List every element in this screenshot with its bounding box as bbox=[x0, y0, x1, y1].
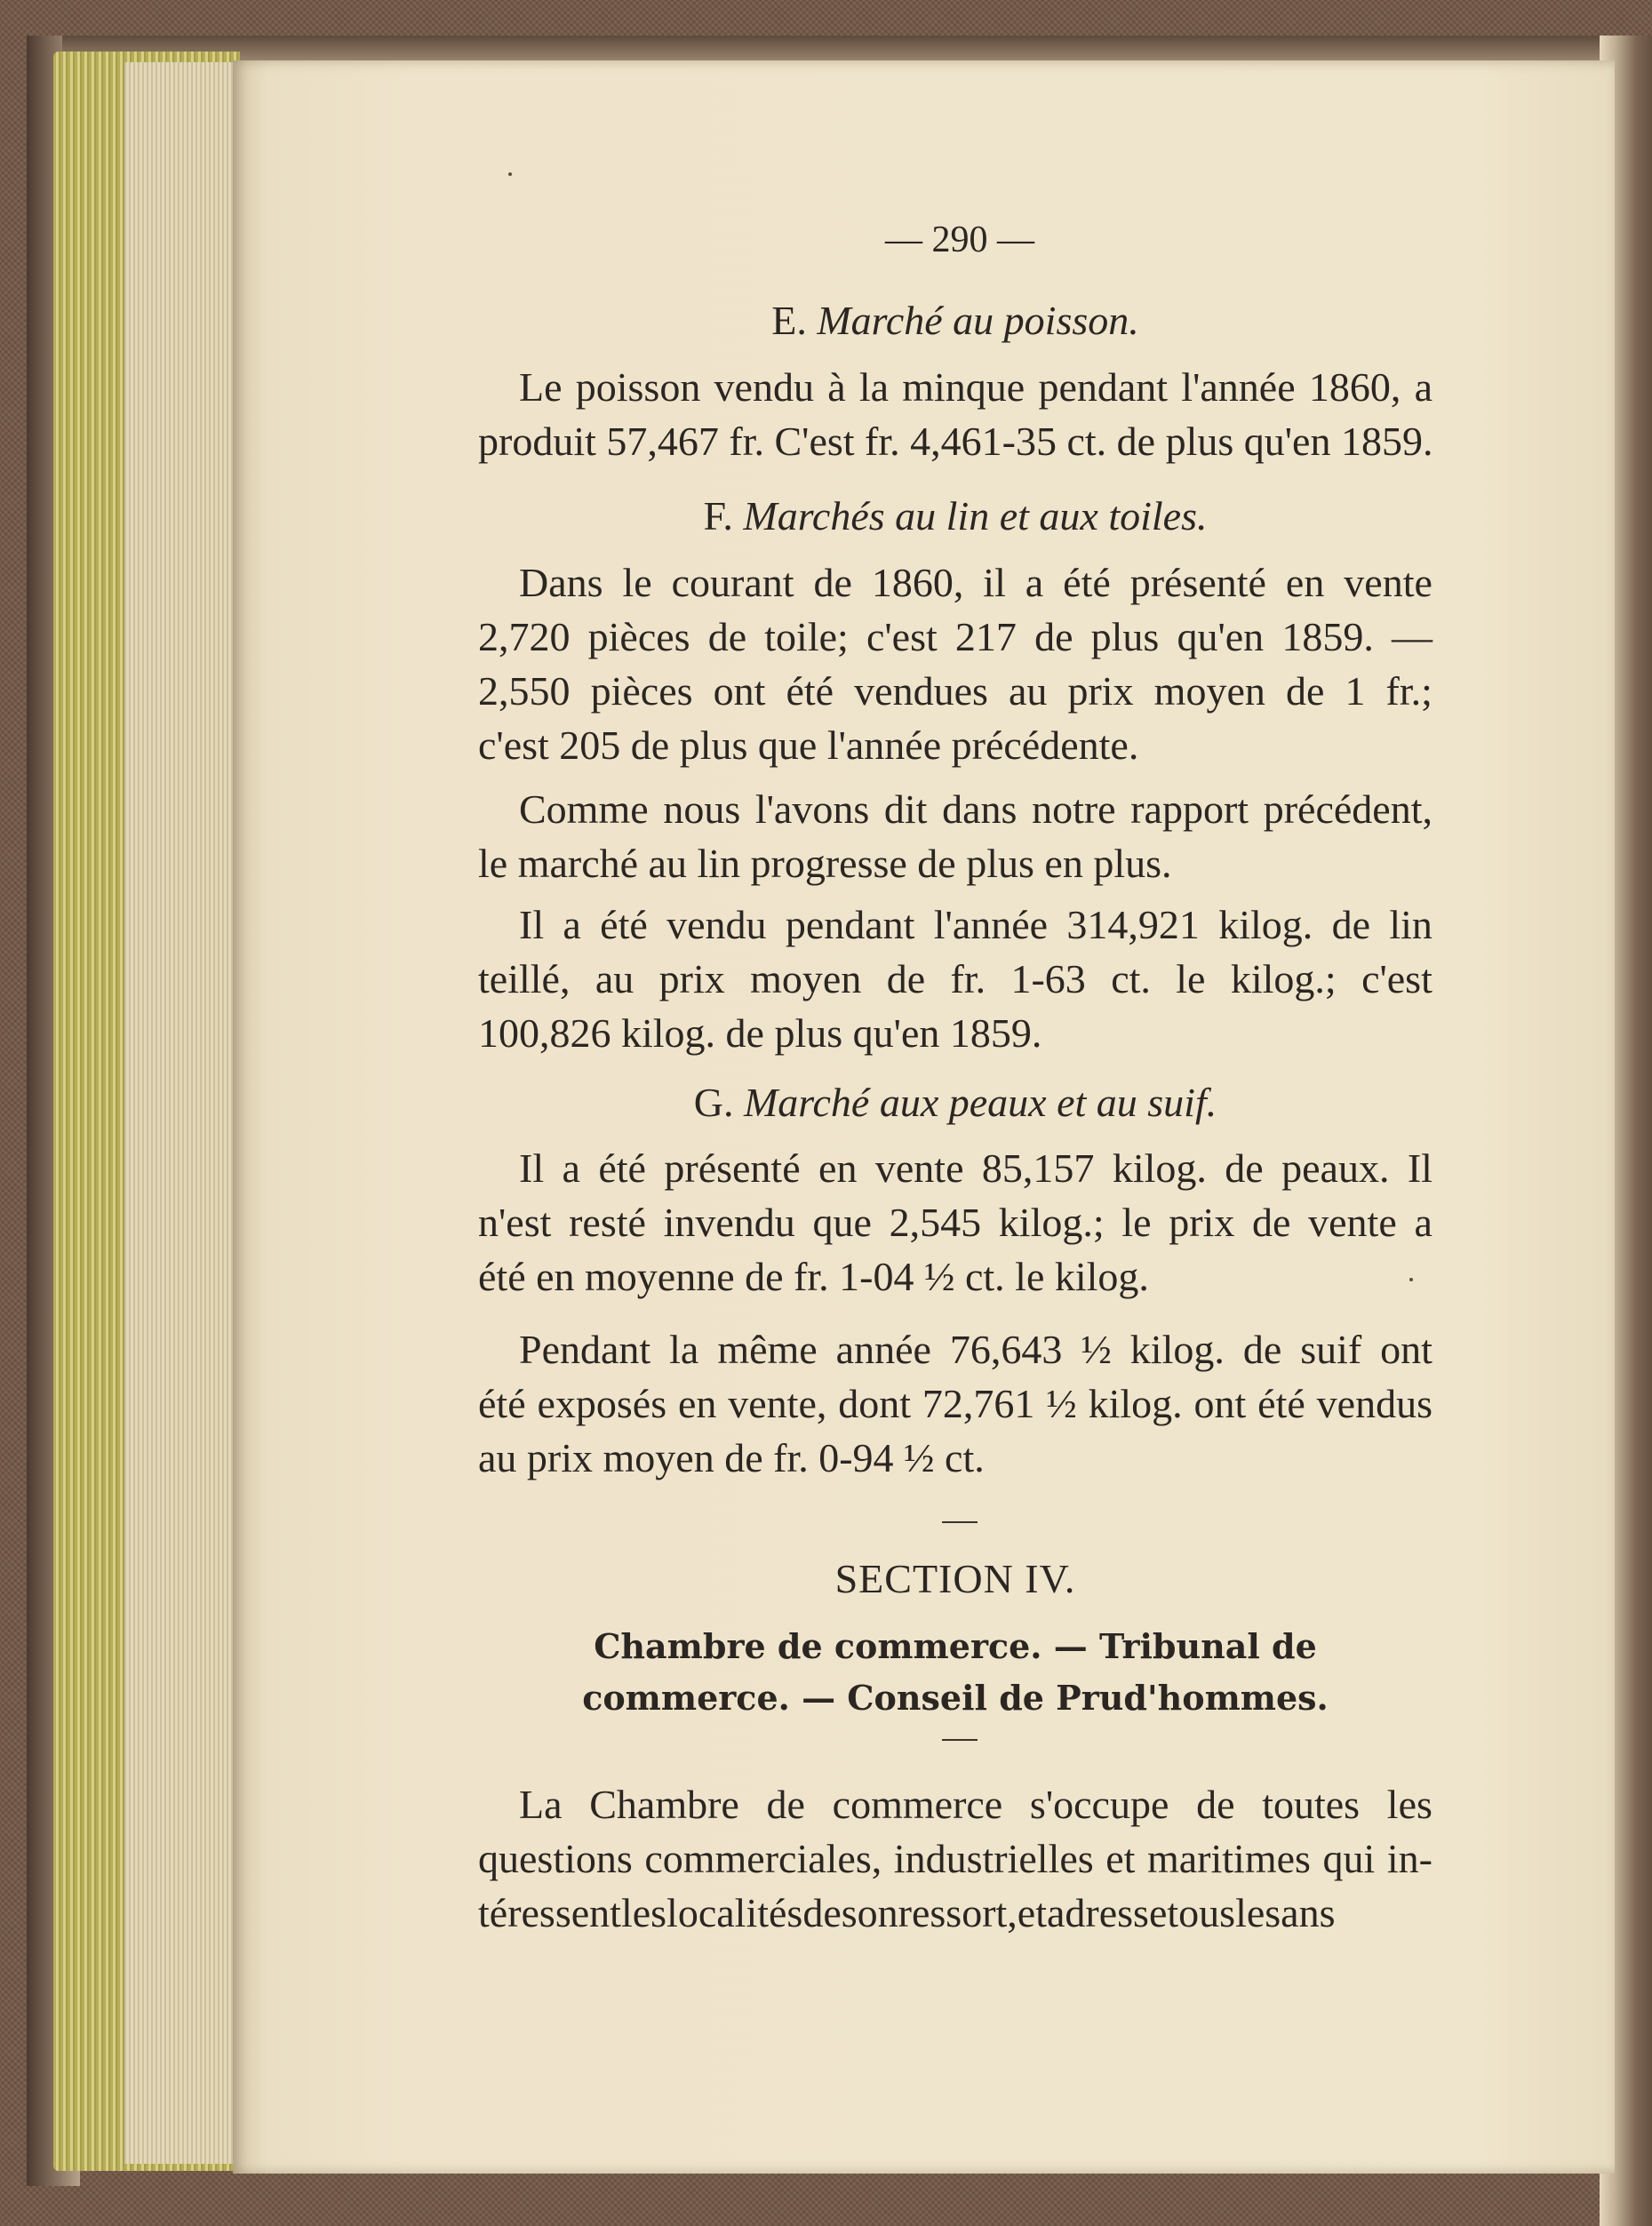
text-line bbox=[478, 555, 1433, 610]
word: c'est bbox=[1361, 956, 1433, 1001]
word: présenté bbox=[664, 1145, 801, 1191]
word: moyen bbox=[750, 956, 862, 1001]
word: commerce bbox=[832, 1782, 1003, 1827]
word: vente bbox=[874, 1145, 964, 1191]
word: prix bbox=[1067, 668, 1134, 714]
word: pièces bbox=[590, 668, 693, 714]
word: que bbox=[812, 1200, 872, 1245]
word: 85,157 bbox=[981, 1145, 1095, 1191]
word: 1859. bbox=[1281, 614, 1374, 659]
word: invendu bbox=[663, 1200, 795, 1245]
word: 314,921 bbox=[1066, 902, 1200, 947]
section-title: SECTION IV. bbox=[834, 1556, 1076, 1601]
word: de bbox=[1225, 1145, 1264, 1191]
word: ressort, bbox=[898, 1890, 1018, 1935]
word: été bbox=[600, 902, 648, 947]
word: été en moyenne de fr. 1-04 ½ ct. le kilog. bbox=[478, 1254, 1149, 1299]
word: dit bbox=[883, 786, 928, 832]
word: a bbox=[563, 902, 581, 947]
word: maritimes bbox=[1146, 1836, 1311, 1881]
word: les bbox=[620, 1890, 667, 1935]
word: rapport bbox=[1130, 786, 1249, 832]
text-line bbox=[478, 360, 1433, 414]
paper-speck bbox=[508, 172, 512, 176]
word: 2,545 bbox=[889, 1200, 982, 1245]
word: a bbox=[1414, 1200, 1433, 1245]
word: teillé, bbox=[478, 956, 571, 1001]
word: a bbox=[562, 1145, 580, 1191]
word: pendant bbox=[785, 902, 915, 947]
word: même bbox=[717, 1327, 818, 1372]
word: kilog.; bbox=[1230, 956, 1337, 1001]
text-line bbox=[478, 1831, 1433, 1886]
word: kilog. bbox=[1112, 1145, 1207, 1191]
word: il bbox=[983, 560, 1006, 605]
word: le marché au lin progresse de plus en plus. bbox=[478, 841, 1172, 886]
word: moyen bbox=[1153, 668, 1265, 714]
word: fr. bbox=[950, 956, 986, 1001]
word: au bbox=[1008, 668, 1048, 714]
word: l'avons bbox=[754, 786, 870, 832]
paragraph bbox=[478, 360, 1433, 468]
word: en bbox=[677, 1381, 717, 1426]
word: lin bbox=[1389, 902, 1433, 947]
text-line bbox=[478, 952, 1433, 1006]
paragraph bbox=[478, 782, 1433, 890]
word: de bbox=[766, 1782, 805, 1827]
word: toile; bbox=[764, 614, 849, 659]
word: de bbox=[707, 614, 747, 659]
word: année bbox=[835, 1327, 931, 1372]
word: de bbox=[1242, 1327, 1282, 1372]
word: produit 57,467 fr. C'est fr. 4,461-35 ct. de plus qu'en 1859. bbox=[478, 419, 1433, 464]
word: à bbox=[827, 364, 846, 410]
word: vente, bbox=[728, 1381, 827, 1426]
word: prix bbox=[658, 956, 725, 1001]
text-line bbox=[478, 898, 1433, 952]
word: commerciales, bbox=[644, 1836, 882, 1881]
word: été bbox=[1257, 1381, 1305, 1426]
word: industrielles bbox=[893, 1836, 1094, 1881]
text-line bbox=[478, 1249, 1433, 1304]
word: 2,550 bbox=[478, 668, 571, 714]
word: l'année bbox=[933, 902, 1049, 947]
word: les bbox=[1235, 1890, 1281, 1935]
text-line bbox=[478, 718, 1433, 772]
word: tous bbox=[1167, 1890, 1236, 1935]
word: resté bbox=[569, 1200, 646, 1245]
word: de bbox=[1034, 614, 1073, 659]
word: 100,826 kilog. de plus qu'en 1859. bbox=[478, 1010, 1042, 1056]
word: ont bbox=[1380, 1327, 1433, 1372]
word: courant bbox=[671, 560, 794, 605]
word: nous bbox=[663, 786, 741, 832]
word: Comme bbox=[519, 786, 649, 832]
heading-letter: E. bbox=[771, 298, 807, 343]
text-line bbox=[478, 1376, 1433, 1431]
word: n'est bbox=[478, 1200, 552, 1245]
word: peaux. bbox=[1281, 1145, 1390, 1191]
word: ans bbox=[1281, 1890, 1336, 1935]
word: présenté bbox=[1129, 560, 1266, 605]
word: de bbox=[1331, 902, 1371, 947]
word: 1860, bbox=[1308, 364, 1401, 410]
word: Il bbox=[519, 1145, 545, 1191]
paragraph bbox=[478, 1322, 1433, 1485]
word: et bbox=[1105, 1836, 1136, 1881]
paper-speck bbox=[1409, 1278, 1413, 1281]
word: été bbox=[598, 1145, 646, 1191]
word: les bbox=[1386, 1782, 1433, 1827]
word: vendues bbox=[854, 668, 988, 714]
text-line bbox=[478, 610, 1433, 664]
word: a bbox=[1414, 364, 1433, 410]
heading-hides-market bbox=[478, 1079, 1433, 1126]
word: Dans bbox=[519, 560, 603, 605]
word: été bbox=[1063, 560, 1111, 605]
word: 1-63 bbox=[1010, 956, 1086, 1001]
word: 2,720 bbox=[478, 614, 571, 659]
text-line bbox=[478, 1322, 1433, 1376]
word: son bbox=[841, 1890, 898, 1935]
word: le bbox=[1121, 1200, 1152, 1245]
word: de bbox=[813, 560, 852, 605]
word: — bbox=[1391, 614, 1433, 659]
text-line bbox=[478, 1195, 1433, 1249]
word: vente bbox=[1344, 560, 1433, 605]
word: plus bbox=[1090, 614, 1160, 659]
word: poisson bbox=[575, 364, 701, 410]
heading-letter: F. bbox=[703, 493, 733, 539]
word: l'année bbox=[1181, 364, 1296, 410]
word: kilog. bbox=[1218, 902, 1313, 947]
word: 217 bbox=[954, 614, 1017, 659]
word: localités bbox=[666, 1890, 803, 1935]
word: de bbox=[1285, 668, 1325, 714]
word: La bbox=[519, 1782, 563, 1827]
word: qu'en bbox=[1177, 614, 1265, 659]
word: prix bbox=[1169, 1200, 1235, 1245]
word: vendus bbox=[1316, 1381, 1433, 1426]
word: adresse bbox=[1047, 1890, 1168, 1935]
section-subtitle-line2: commerce. — Conseil de Prud'hommes. bbox=[582, 1678, 1329, 1718]
word: et bbox=[1017, 1890, 1047, 1935]
word: minque bbox=[902, 364, 1026, 410]
word: Le bbox=[519, 364, 563, 410]
word: pièces bbox=[587, 614, 690, 659]
paragraph bbox=[478, 1777, 1433, 1940]
word: toutes bbox=[1262, 1782, 1361, 1827]
divider bbox=[942, 1521, 978, 1523]
heading-title: Marchés au lin et aux toiles. bbox=[743, 493, 1208, 539]
text-line bbox=[478, 414, 1433, 468]
word: questions bbox=[478, 1836, 633, 1881]
word: été bbox=[478, 1381, 526, 1426]
word: téressent bbox=[478, 1890, 621, 1935]
section-subtitle-line1: Chambre de commerce. — Tribunal de bbox=[594, 1626, 1317, 1666]
word: exposés bbox=[537, 1381, 667, 1426]
word: dont bbox=[838, 1381, 912, 1426]
paragraph bbox=[478, 1141, 1433, 1304]
word: c'est bbox=[866, 614, 938, 659]
word: 1860, bbox=[871, 560, 964, 605]
paragraph bbox=[478, 898, 1433, 1060]
text-line bbox=[478, 1777, 1433, 1831]
word: au bbox=[595, 956, 634, 1001]
word: kilog. bbox=[1129, 1327, 1225, 1372]
word: en bbox=[1285, 560, 1325, 605]
paragraph bbox=[478, 555, 1433, 772]
text-line bbox=[478, 782, 1433, 836]
word: ont bbox=[713, 668, 766, 714]
word: ½ bbox=[1046, 1381, 1077, 1426]
word: précédent, bbox=[1263, 786, 1433, 832]
word: ont bbox=[1193, 1381, 1247, 1426]
word: Chambre bbox=[589, 1782, 739, 1827]
page-block-inner-edges bbox=[124, 62, 240, 2164]
word: au prix moyen de fr. 0-94 ½ ct. bbox=[478, 1435, 985, 1480]
word: la bbox=[669, 1327, 699, 1372]
text-line bbox=[478, 836, 1433, 890]
text-line bbox=[478, 1141, 1433, 1195]
heading-linen-market bbox=[478, 492, 1433, 539]
word: suif bbox=[1300, 1327, 1362, 1372]
divider bbox=[942, 1739, 978, 1741]
word: Pendant bbox=[519, 1327, 651, 1372]
word: ½ bbox=[1081, 1327, 1112, 1372]
word: c'est 205 de plus que l'année précédente. bbox=[478, 722, 1139, 768]
word: le bbox=[1176, 956, 1206, 1001]
heading-title: Marché au poisson. bbox=[817, 298, 1139, 343]
word: dans bbox=[942, 786, 1018, 832]
word: de bbox=[1252, 1200, 1291, 1245]
word: in- bbox=[1386, 1836, 1433, 1881]
word: s'occupe bbox=[1029, 1782, 1169, 1827]
word: la bbox=[858, 364, 890, 410]
word: vendu bbox=[714, 364, 814, 410]
text-line bbox=[478, 1006, 1433, 1060]
word: 76,643 bbox=[949, 1327, 1063, 1372]
word: fr.; bbox=[1385, 668, 1433, 714]
word: Il bbox=[1407, 1145, 1433, 1191]
word: de bbox=[1196, 1782, 1235, 1827]
word: vendu bbox=[666, 902, 767, 947]
page-number: — 290 — bbox=[885, 219, 1034, 260]
word: le bbox=[622, 560, 652, 605]
word: en bbox=[818, 1145, 858, 1191]
word: Il bbox=[519, 902, 545, 947]
word: notre bbox=[1032, 786, 1116, 832]
word: 1 bbox=[1345, 668, 1366, 714]
heading-letter: G. bbox=[693, 1080, 734, 1125]
word: kilog. bbox=[1088, 1381, 1183, 1426]
word: 72,761 bbox=[922, 1381, 1035, 1426]
word: de bbox=[802, 1890, 842, 1935]
heading-title: Marché aux peaux et au suif. bbox=[743, 1080, 1217, 1125]
text-line bbox=[478, 664, 1433, 718]
word: ct. bbox=[1111, 956, 1151, 1001]
word: été bbox=[786, 668, 834, 714]
word: kilog.; bbox=[998, 1200, 1105, 1245]
word: de bbox=[886, 956, 926, 1001]
text-line bbox=[478, 1886, 1433, 1940]
word: vente bbox=[1308, 1200, 1397, 1245]
word: pendant bbox=[1038, 364, 1169, 410]
heading-fish-market bbox=[478, 297, 1433, 344]
word: qui bbox=[1322, 1836, 1376, 1881]
word: a bbox=[1025, 560, 1044, 605]
text-line bbox=[478, 1431, 1433, 1485]
